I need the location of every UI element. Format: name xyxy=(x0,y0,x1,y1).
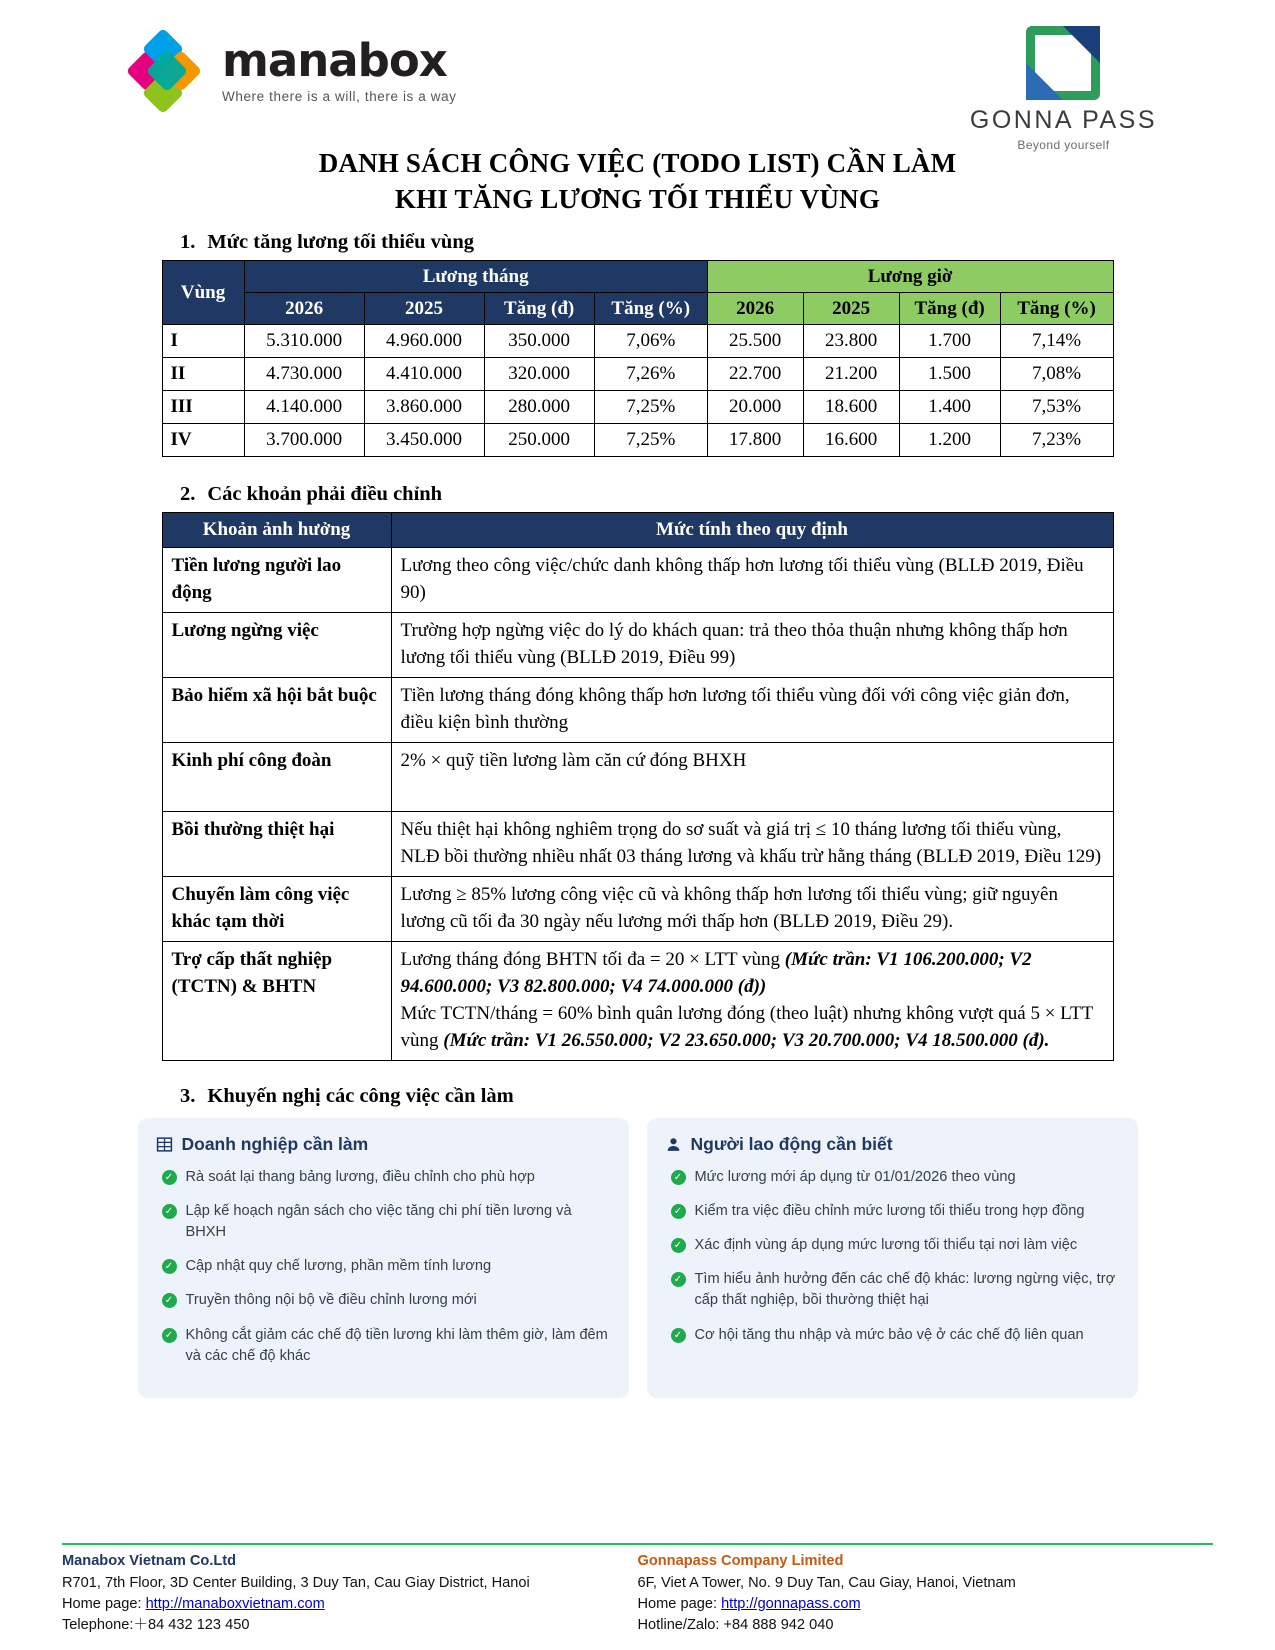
page-title xyxy=(62,146,1213,217)
list-item xyxy=(665,1201,1120,1222)
th-hour-diff: Tăng (đ) xyxy=(899,293,1000,325)
section-2-label: Các khoản phải điều chỉnh xyxy=(207,483,443,506)
cell-hour-2025: 21.200 xyxy=(803,358,899,391)
cell-item-key: Tiền lương người lao động xyxy=(162,548,391,613)
table-row xyxy=(162,743,1113,812)
cell-item-key: Trợ cấp thất nghiệp (TCTN) & BHTN xyxy=(162,941,391,1060)
gonnapass-tagline: Beyond yourself xyxy=(1017,138,1110,152)
list-item xyxy=(665,1269,1120,1311)
manabox-logo xyxy=(132,32,457,110)
check-icon: ✓ xyxy=(162,1259,177,1274)
cell-month-pct: 7,25% xyxy=(594,391,707,424)
manabox-mark-icon xyxy=(132,32,210,110)
list-item xyxy=(156,1201,611,1243)
list-item-text: Lập kế hoạch ngân sách cho việc tăng chi phí tiền lương và BHXH xyxy=(185,1202,572,1241)
check-icon: ✓ xyxy=(671,1272,686,1287)
cell-item-value: Lương ≥ 85% lương công việc cũ và không thấp hơn lương tối thiểu vùng; giữ nguyên lương cũ tối đa 30 ngày nếu lương mới thấp hơn (BLLĐ 2019, Điều 29). xyxy=(391,877,1113,942)
th-month-2026: 2026 xyxy=(244,293,364,325)
tctn-monthly-values: (Mức trần: V1 26.550.000; V2 23.650.000; V3 20.700.000; V4 18.500.000 (đ). xyxy=(443,1029,1050,1051)
cell-item-value: Trường hợp ngừng việc do lý do khách quan: trả theo thỏa thuận nhưng không thấp hơn lương tối thiểu vùng (BLLĐ 2019, Điều 99) xyxy=(391,613,1113,678)
cell-region: IV xyxy=(162,424,244,457)
tctn-cap-text: Lương tháng đóng BHTN tối đa = 20 × LTT vùng xyxy=(400,948,785,970)
cell-item-value: Lương theo công việc/chức danh không thấp hơn lương tối thiểu vùng (BLLĐ 2019, Điều 90) xyxy=(391,548,1113,613)
list-item xyxy=(156,1256,611,1277)
table-row xyxy=(162,941,1113,1060)
table-row xyxy=(162,678,1113,743)
cell-hour-2026: 20.000 xyxy=(707,391,803,424)
list-item-text: Kiểm tra việc điều chỉnh mức lương tối thiểu trong hợp đồng xyxy=(694,1202,1085,1219)
cell-hour-2026: 25.500 xyxy=(707,325,803,358)
cell-month-2026: 4.140.000 xyxy=(244,391,364,424)
cell-hour-pct: 7,08% xyxy=(1000,358,1113,391)
table-row xyxy=(162,613,1113,678)
footer-left-address: R701, 7th Floor, 3D Center Building, 3 Duy Tan, Cau Giay District, Hanoi xyxy=(62,1574,530,1591)
check-icon: ✓ xyxy=(162,1328,177,1343)
section-2-heading xyxy=(180,483,1213,506)
cell-hour-diff: 1.500 xyxy=(899,358,1000,391)
cell-hour-pct: 7,23% xyxy=(1000,424,1113,457)
th-region: Vùng xyxy=(162,261,244,325)
cell-month-2025: 4.410.000 xyxy=(364,358,484,391)
user-icon xyxy=(665,1136,682,1153)
list-item-text: Truyền thông nội bộ về điều chỉnh lương mới xyxy=(185,1292,477,1309)
cell-month-diff: 320.000 xyxy=(484,358,594,391)
cell-month-2026: 3.700.000 xyxy=(244,424,364,457)
list-item-text: Không cắt giảm các chế độ tiền lương khi làm thêm giờ, làm đêm và các chế độ khác xyxy=(185,1326,608,1364)
cell-hour-2025: 16.600 xyxy=(803,424,899,457)
page-title-line2: KHI TĂNG LƯƠNG TỐI THIỂU VÙNG xyxy=(394,183,881,214)
table-row xyxy=(162,325,1113,358)
cell-month-pct: 7,26% xyxy=(594,358,707,391)
card-employee xyxy=(647,1118,1138,1398)
check-icon: ✓ xyxy=(671,1170,686,1185)
th-hour-pct: Tăng (%) xyxy=(1000,293,1113,325)
cell-item-key: Lương ngừng việc xyxy=(162,613,391,678)
list-item-text: Cập nhật quy chế lương, phần mềm tính lương xyxy=(185,1258,492,1275)
th-group-month: Lương tháng xyxy=(244,261,707,293)
check-icon: ✓ xyxy=(162,1293,177,1308)
list-item-text: Xác định vùng áp dụng mức lương tối thiểu tại nơi làm việc xyxy=(694,1237,1078,1254)
footer-right xyxy=(638,1551,1214,1636)
footer-left-phone: Telephone:＋84 432 123 450 xyxy=(62,1616,250,1633)
section-2-number: 2. xyxy=(180,483,196,506)
cell-item-key: Bồi thường thiệt hại xyxy=(162,812,391,877)
building-icon xyxy=(156,1136,173,1153)
table-row xyxy=(162,391,1113,424)
document-header xyxy=(62,18,1213,152)
cell-month-pct: 7,25% xyxy=(594,424,707,457)
footer-left-home-label: Home page: xyxy=(62,1595,146,1612)
cell-item-value: Nếu thiệt hại không nghiêm trọng do sơ suất và giá trị ≤ 10 tháng lương tối thiểu vùng, NLĐ bồi thường nhiều nhất 03 tháng lương và khấu trừ hằng tháng (BLLĐ 2019, Điều 129) xyxy=(391,812,1113,877)
cell-month-2025: 3.450.000 xyxy=(364,424,484,457)
card-employee-title-text: Người lao động cần biết xyxy=(690,1133,893,1154)
footer-right-phone: Hotline/Zalo: +84 888 942 040 xyxy=(637,1616,834,1633)
list-item xyxy=(665,1167,1120,1188)
section-1-heading xyxy=(180,231,1213,254)
card-employer-title xyxy=(156,1134,611,1155)
check-icon: ✓ xyxy=(671,1328,686,1343)
footer-right-home-link[interactable]: http://gonnapass.com xyxy=(721,1595,861,1612)
section-1-number: 1. xyxy=(180,231,196,254)
cell-hour-pct: 7,14% xyxy=(1000,325,1113,358)
check-icon: ✓ xyxy=(162,1204,177,1219)
card-employee-list xyxy=(665,1167,1120,1346)
cell-item-value: 2% × quỹ tiền lương làm căn cứ đóng BHXH xyxy=(391,743,1113,812)
cell-region: II xyxy=(162,358,244,391)
cell-month-2026: 5.310.000 xyxy=(244,325,364,358)
cell-month-diff: 280.000 xyxy=(484,391,594,424)
check-icon: ✓ xyxy=(162,1170,177,1185)
minimum-wage-table xyxy=(162,260,1114,457)
tctn-cap-values: (Mức trần: V1 106.200.000; V2 94.600.000; V3 82.800.000; V4 74.000.000 (đ)) xyxy=(400,948,1032,997)
list-item-text: Rà soát lại thang bảng lương, điều chỉnh cho phù hợp xyxy=(185,1168,535,1185)
cell-month-diff: 350.000 xyxy=(484,325,594,358)
cell-hour-2026: 17.800 xyxy=(707,424,803,457)
th-calculation-rule: Mức tính theo quy định xyxy=(391,513,1113,548)
table-row xyxy=(162,877,1113,942)
page-title-line1: DANH SÁCH CÔNG VIỆC (TODO LIST) CẦN LÀM xyxy=(318,148,957,178)
card-employer-list xyxy=(156,1167,611,1367)
cell-month-diff: 250.000 xyxy=(484,424,594,457)
cell-item-key: Chuyển làm công việc khác tạm thời xyxy=(162,877,391,942)
section-3-label: Khuyến nghị các công việc cần làm xyxy=(207,1084,514,1107)
th-group-hour: Lương giờ xyxy=(707,261,1113,293)
table-row xyxy=(162,358,1113,391)
th-month-2025: 2025 xyxy=(364,293,484,325)
cell-month-pct: 7,06% xyxy=(594,325,707,358)
check-icon: ✓ xyxy=(671,1238,686,1253)
check-icon: ✓ xyxy=(671,1204,686,1219)
th-month-diff: Tăng (đ) xyxy=(484,293,594,325)
list-item-text: Tìm hiểu ảnh hưởng đến các chế độ khác: lương ngừng việc, trợ cấp thất nghiệp, bồi thường thiệt hại xyxy=(694,1271,1116,1309)
cell-region: III xyxy=(162,391,244,424)
th-month-pct: Tăng (%) xyxy=(594,293,707,325)
table-row xyxy=(162,812,1113,877)
list-item xyxy=(156,1290,611,1311)
manabox-tagline: Where there is a will, there is a way xyxy=(222,89,457,104)
cell-hour-2026: 22.700 xyxy=(707,358,803,391)
cell-hour-pct: 7,53% xyxy=(1000,391,1113,424)
section-1-label: Mức tăng lương tối thiểu vùng xyxy=(207,231,474,254)
document-footer xyxy=(62,1543,1213,1636)
th-affected-item: Khoản ảnh hưởng xyxy=(162,513,391,548)
table-row xyxy=(162,424,1113,457)
card-employee-title xyxy=(665,1134,1120,1155)
cell-hour-diff: 1.400 xyxy=(899,391,1000,424)
footer-right-home-label: Home page: xyxy=(637,1595,722,1612)
gonnapass-mark-icon xyxy=(1026,26,1100,100)
cell-item-value xyxy=(391,941,1113,1060)
th-hour-2026: 2026 xyxy=(707,293,803,325)
cell-region: I xyxy=(162,325,244,358)
cell-month-2026: 4.730.000 xyxy=(244,358,364,391)
manabox-wordmark: manabox xyxy=(222,34,447,87)
cell-hour-diff: 1.700 xyxy=(899,325,1000,358)
list-item-text: Mức lương mới áp dụng từ 01/01/2026 theo vùng xyxy=(694,1168,1016,1185)
footer-left-home-link[interactable]: http://manaboxvietnam.com xyxy=(145,1595,325,1612)
adjustment-items-table xyxy=(162,512,1114,1061)
cell-item-value: Tiền lương tháng đóng không thấp hơn lương tối thiểu vùng đối với công việc giản đơn, điều kiện bình thường xyxy=(391,678,1113,743)
tctn-monthly-text: Mức TCTN/tháng = 60% bình quân lương đóng (theo luật) nhưng không vượt quá 5 × LTT vùng xyxy=(400,1002,1093,1051)
footer-left-company: Manabox Vietnam Co.Ltd xyxy=(62,1553,237,1570)
recommendation-cards xyxy=(138,1118,1138,1398)
footer-right-company: Gonnapass Company Limited xyxy=(637,1553,844,1570)
th-hour-2025: 2025 xyxy=(803,293,899,325)
list-item xyxy=(665,1325,1120,1346)
cell-hour-diff: 1.200 xyxy=(899,424,1000,457)
list-item-text: Cơ hội tăng thu nhập và mức bảo vệ ở các chế độ liên quan xyxy=(694,1326,1084,1343)
cell-item-key: Bảo hiểm xã hội bắt buộc xyxy=(162,678,391,743)
footer-left xyxy=(62,1551,638,1636)
table-row xyxy=(162,548,1113,613)
gonnapass-wordmark: GONNA PASS xyxy=(969,106,1157,134)
cell-month-2025: 4.960.000 xyxy=(364,325,484,358)
list-item xyxy=(156,1325,611,1367)
footer-right-address: 6F, Viet A Tower, No. 9 Duy Tan, Cau Giay, Hanoi, Vietnam xyxy=(637,1574,1016,1591)
gonnapass-logo xyxy=(970,26,1157,152)
list-item xyxy=(665,1235,1120,1256)
cell-month-2025: 3.860.000 xyxy=(364,391,484,424)
cell-item-key: Kinh phí công đoàn xyxy=(162,743,391,812)
card-employer xyxy=(138,1118,629,1398)
cell-hour-2025: 18.600 xyxy=(803,391,899,424)
card-employer-title-text: Doanh nghiệp cần làm xyxy=(181,1133,369,1154)
section-3-heading xyxy=(180,1085,1213,1108)
list-item xyxy=(156,1167,611,1188)
cell-hour-2025: 23.800 xyxy=(803,325,899,358)
section-3-number: 3. xyxy=(180,1084,196,1107)
